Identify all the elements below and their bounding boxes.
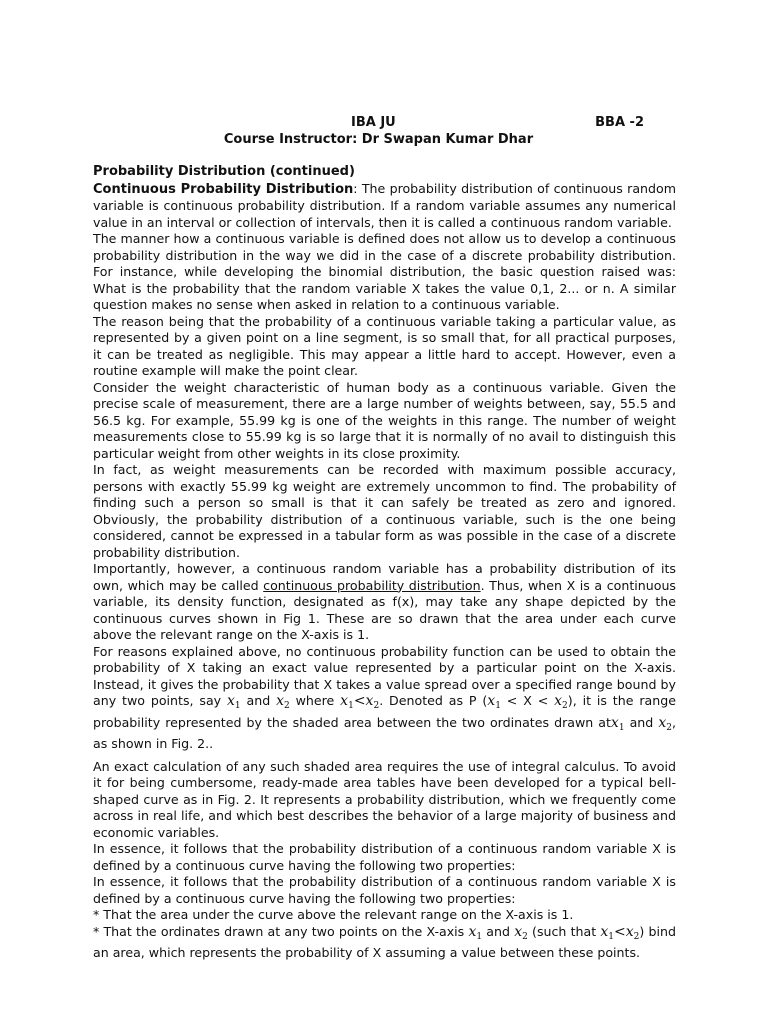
paragraph-7 (93, 644, 676, 753)
paragraph-4: Consider the weight characteristic of human body as a continuous variable. Given the precise scale of measurement, there are a large number of weights between, say, 55.5 and 56.5 kg. For example, 55.99 kg is one of the weights in this range. The number of weight measurements close to 55.99 kg is so large that it is normally of no avail to distinguish this particular weight from other weights in its close proximity. (93, 379, 676, 461)
underlined-term: continuous probability distribution (263, 577, 481, 593)
math-x2: $x_2$ (554, 693, 568, 711)
math-x2: $x_2$ (276, 693, 290, 711)
institution-label: IBA JU (351, 115, 396, 130)
term-continuous-probability-distribution: Continuous Probability Distribution (93, 181, 354, 197)
paragraph-5: In fact, as weight measurements can be recorded with maximum possible accuracy, persons with exactly 55.99 kg weight are extremely uncommon to find. The probability of finding such a person so small is that it can safely be treated as zero and ignored. Obviously, the probability distribution of a continuous variable, such is the one being considered, cannot be expressed in a tabular form as was possible in the case of a discrete probability distribution. (93, 462, 676, 560)
math-x1: $x_1$ (468, 923, 483, 942)
p7-and: and (246, 693, 271, 708)
paragraph-6 (93, 561, 676, 644)
section-title: Probability Distribution (continued) (93, 164, 355, 179)
bullet2-close: ) (639, 923, 645, 939)
bullet2-text-b: bind an area, which represents the probability of X assuming a value between these points. (93, 923, 676, 960)
bullet2-text-a: * That the ordinates drawn at any two points on the X-axis (93, 923, 465, 939)
math-x1: $x_1$ (610, 714, 625, 733)
math-x1: $x_1$ (227, 693, 241, 711)
instructor-line: Course Instructor: Dr Swapan Kumar Dhar (223, 132, 534, 147)
header-row (93, 115, 676, 132)
bullet-2 (93, 924, 676, 962)
paragraph-8: An exact calculation of any such shaded area requires the use of integral calculus. To avoid it for being cumbersome, ready-made area tables have been developed for a typical bell-shaped curve as in Fig. 2. It represents a probability distribution, which we frequently come across in real life, and which best describes the behavior of a large majority of business and economic variables. (93, 758, 676, 840)
p7-text-a: For reasons explained above, no continuous probability function can be used to obtain the probability of X taking an exact value represented by a particular point on the X-axis. Instead, it gives the probability that X takes a value spread over a specified range bound by any two points, say (93, 643, 676, 708)
paragraph-3: The reason being that the probability of a continuous variable taking a particular value, as represented by a given point on a line segment, is so small that, for all practical purposes, it can be treated as negligible. This may appear a little hard to accept. However, even a routine example will make the point clear. (93, 313, 676, 378)
definition-text: : The probability distribution of continuous random variable is continuous probability distribution. If a random variable assumes any numerical value in an interval or collection of intervals, then it is called a continuous random variable. (93, 180, 677, 230)
math-x2: $x_2$ (514, 923, 528, 942)
bullet-1: * That the area under the curve above the relevant range on the X-axis is 1. (93, 907, 574, 922)
paragraph-2: The manner how a continuous variable is defined does not allow us to develop a continuous probability distribution in the way we did in the case of a discrete probability distribution. For instance, while developing the binomial distribution, the basic question raised was: What is the probability that the random variable X takes the value 0,1, 2... or n. A similar question makes no sense when asked in relation to a continuous variable. (93, 231, 676, 312)
p7-end: , as shown in Fig. 2.. (93, 714, 676, 751)
bullet2-and: and (486, 923, 510, 939)
bullet2-such-that: (such that (532, 923, 597, 939)
p7-denoted: . Denoted as P ( (379, 693, 488, 708)
document-page (93, 115, 676, 962)
math-x1: $x_1$ (487, 693, 501, 711)
math-x1-lt-x2: $x_1<x_2$ (600, 923, 640, 942)
math-x2: $x_2$ (658, 714, 672, 733)
math-x1-lt-x2: $x_1<x_2$ (340, 693, 380, 711)
p7-inequality: < X < (500, 693, 555, 708)
course-label: BBA -2 (595, 115, 644, 130)
paragraph-10: In essence, it follows that the probability distribution of a continuous random variable X is defined by a continuous curve having the following two properties: (93, 874, 676, 906)
p6-text-a: Importantly, however, a continuous random variable has a probability distribution of its own, which may be called (93, 561, 676, 593)
p6-text-b: . Thus, when X is a continuous variable, its density function, designated as f(x), may take any shape depicted by the continuous curves shown in Fig 1. These are so drawn that the area under each curve above the relevant range on the X-axis is 1. (93, 577, 676, 642)
p7-where: where (295, 693, 335, 708)
paragraph-definition (93, 181, 676, 232)
p7-and-2: and (629, 714, 654, 730)
p7-close: ), it is the range probability represented by the shaded area between the two ordinates drawn at (93, 693, 676, 730)
paragraph-9: In essence, it follows that the probability distribution of a continuous random variable X is defined by a continuous curve having the following two properties: (93, 841, 676, 873)
